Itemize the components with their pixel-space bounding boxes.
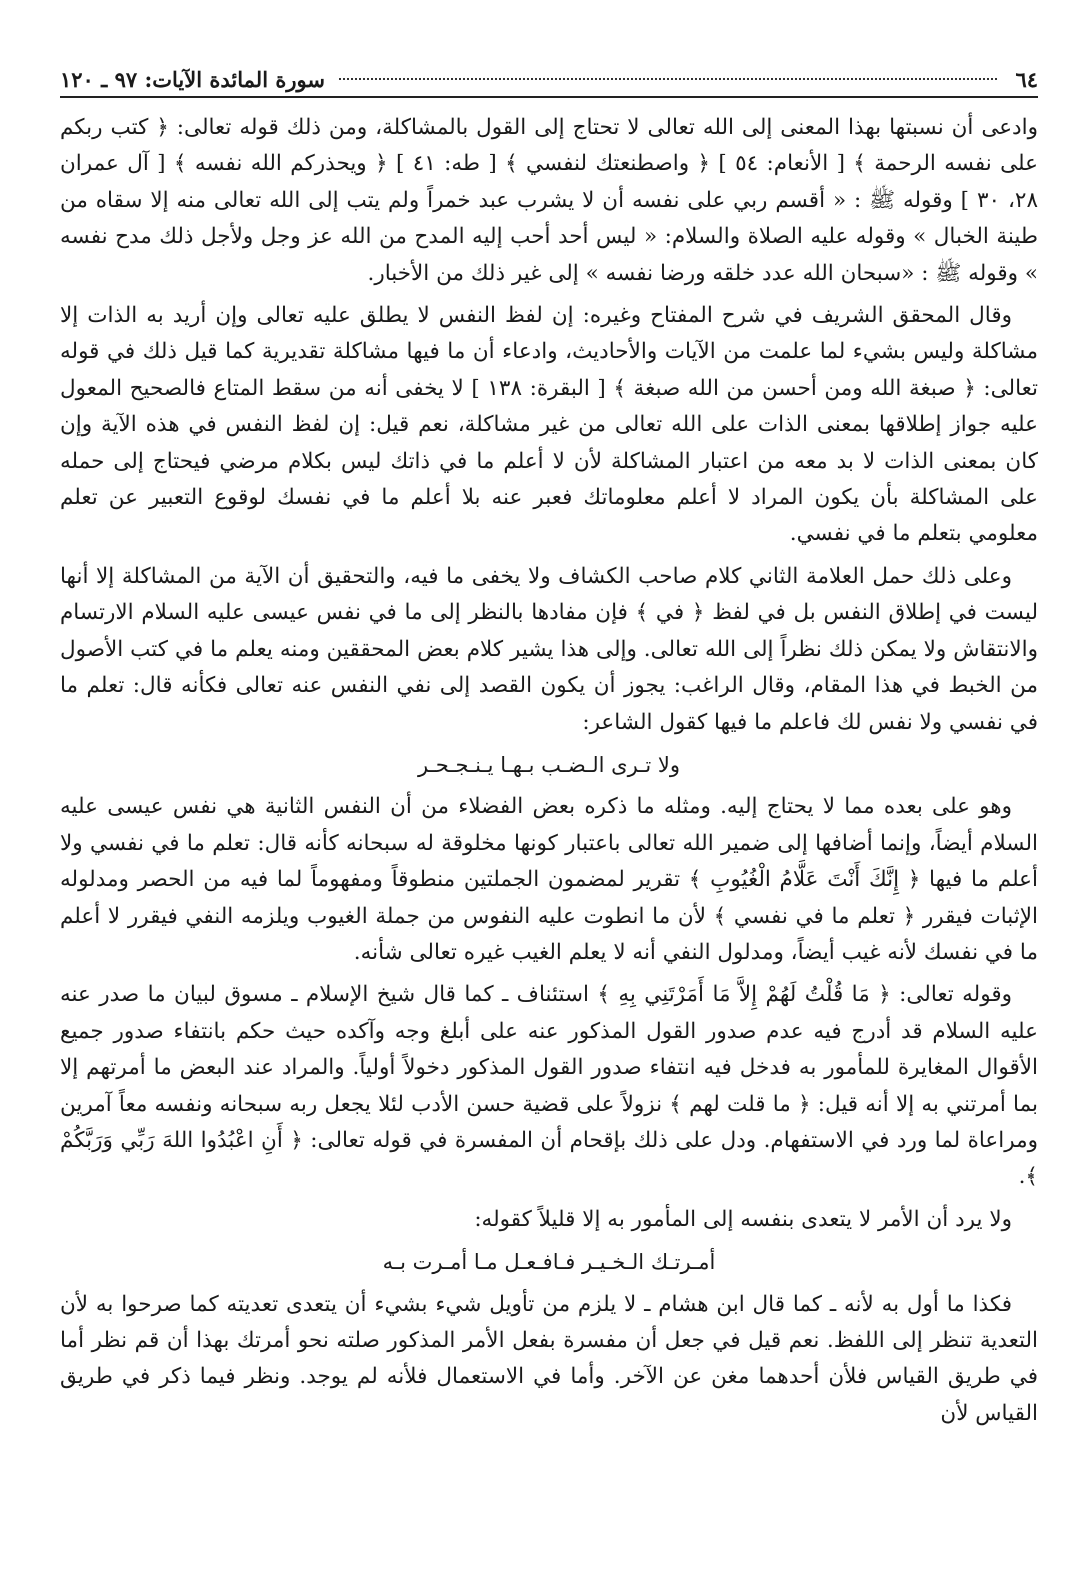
- paragraph: وادعى أن نسبتها بهذا المعنى إلى الله تعالى لا تحتاج إلى القول بالمشاكلة، ومن ذلك قوله تعالى: ﴿ كتب ربكم على نفسه الرحمة ﴾ [ الأنعام: ٥٤ ] ﴿ واصطنعتك لنفسي ﴾ [ طه: ٤١ ] ﴿ ويحذركم الله نفسه ﴾ [ آل عمران ٢٨، ٣٠ ] وقوله ﷺ : « أقسم ربي على نفسه أن لا يشرب عبد خمراً ولم يتب إلى الله تعالى منه إلا سقاه من طينة الخبال » وقوله عليه الصلاة والسلام: « ليس أحد أحب إليه المدح من الله عز وجل ولأجل ذلك مدح نفسه » وقوله ﷺ : «سبحان الله عدد خلقه ورضا نفسه » إلى غير ذلك من الأخبار.: [60, 115, 1038, 286]
- poetry-verse: أمـرتـك الـخـيـر فـافـعـل مـا أمـرت بـه: [382, 1250, 716, 1275]
- paragraph: وعلى ذلك حمل العلامة الثاني كلام صاحب الكشاف ولا يخفى ما فيه، والتحقيق أن الآية من المشاكلة إلا أنها ليست في إطلاق النفس بل في لفظ ﴿ في ﴾ فإن مفادها بالنظر إلى ما في نفس عيسى عليه السلام الارتسام والانتقاش ولا يمكن ذلك نظراً إلى الله تعالى. وإلى هذا يشير كلام بعض المحققين ومنه يعلم ما في كتب الأصول من الخبط في هذا المقام، وقال الراغب: يجوز أن يكون القصد إلى نفي النفس عنه تعالى فكأنه قال: تعلم ما في نفسي ولا نفس لك فاعلم ما فيها كقول الشاعر:: [60, 563, 1038, 735]
- book-page: [60, 62, 1038, 1562]
- poetry-verse: ولا تـرى الـضـب بـهـا يـنـجـحـر: [418, 752, 680, 777]
- dotted-leader: [339, 78, 998, 80]
- main-text: [60, 110, 1038, 1432]
- running-header: [60, 62, 1038, 98]
- paragraph: وهو على بعده مما لا يحتاج إليه. ومثله ما ذكره بعض الفضلاء من أن النفس الثانية هي نفس عيسى عليه السلام أيضاً، وإنما أضافها إلى ضمير الله تعالى باعتبار كونها مخلوقة له سبحانه كأنه قال: تعلم ما في نفسي ولا أعلم ما فيها ﴿ إِنَّكَ أَنْتَ عَلَّامُ الْغُيُوبِ ﴾ تقرير لمضمون الجملتين منطوقاً ومفهوماً لما فيه من الحصر ومدلوله الإثبات فيقرر ﴿ تعلم ما في نفسي ﴾ لأن ما انطوت عليه النفوس من جملة الغيوب ويلزمه النفي فيقرر لا أعلم ما في نفسك لأنه غيب أيضاً، ومدلول النفي أنه لا يعلم الغيب غيره تعالى شأنه.: [60, 794, 1038, 965]
- surah-title: سورة المائدة الآيات: ٩٧ ـ ١٢٠: [60, 66, 325, 92]
- paragraph: وقال المحقق الشريف في شرح المفتاح وغيره: إن لفظ النفس لا يطلق عليه تعالى وإن أريد به الذات إلا مشاكلة وليس بشيء لما علمت من الآيات والأحاديث، وادعاء أن ما فيها مشاكلة تقديرية كما قيل ذلك في قوله تعالى: ﴿ صبغة الله ومن أحسن من الله صبغة ﴾ [ البقرة: ١٣٨ ] لا يخفى أنه من سقط المتاع فالصحيح المعول عليه جواز إطلاقها بمعنى الذات على الله تعالى من غير مشاكلة، نعم قيل: إن لفظ النفس في هذه الآية وإن كان بمعنى الذات لا بد معه من اعتبار المشاكلة لأن لا أعلم ما في ذاتك ليس بكلام مرضي فيحتاج إلى حمله على المشاكلة بأن يكون المراد لا أعلم معلوماتك فعبر عنه بلا أعلم ما في نفسك لوقوع التعبير عن تعلم معلومي بتعلم ما في نفسي.: [60, 303, 1038, 547]
- paragraph: وقوله تعالى: ﴿ مَا قُلْتُ لَهُمْ إِلاَّ مَا أَمَرْتَنِي بِهِ ﴾ استئناف ـ كما قال شيخ الإسلام ـ مسوق لبيان ما صدر عنه عليه السلام قد أدرج فيه عدم صدور القول المذكور عنه على أبلغ وجه وآكده حيث حكم بانتفاء صدور جميع الأقوال المغايرة للمأمور به فدخل فيه انتفاء صدور القول المذكور دخولاً أولياً. والمراد عند البعض ما أمرتهم إلا بما أمرتني به إلا أنه قيل: ﴿ ما قلت لهم ﴾ نزولاً على قضية حسن الأدب لئلا يجعل ربه سبحانه ونفسه معاً آمرين ومراعاة لما ورد في الاستفهام. ودل على ذلك بإقحام أن المفسرة في قوله تعالى: ﴿ أَنِ اعْبُدُوا اللهَ رَبِّي وَرَبَّكُمْ ﴾.: [60, 982, 1038, 1190]
- page-number: ٦٤: [1015, 66, 1038, 92]
- paragraph: ولا يرد أن الأمر لا يتعدى بنفسه إلى المأمور به إلا قليلاً كقوله:: [474, 1206, 1012, 1232]
- paragraph: فكذا ما أول به لأنه ـ كما قال ابن هشام ـ لا يلزم من تأويل شيء بشيء أن يتعدى تعديته كما صرحوا به لأن التعدية تنظر إلى اللفظ. نعم قيل في جعل أن مفسرة بفعل الأمر المذكور صلته نحو أمرتك بهذا أن قم نظر أما في طريق القياس فلأن أحدهما مغن عن الآخر. وأما في الاستعمال فلأنه لم يوجد. ونظر فيما ذكر في طريق القياس لأن: [60, 1291, 1038, 1426]
